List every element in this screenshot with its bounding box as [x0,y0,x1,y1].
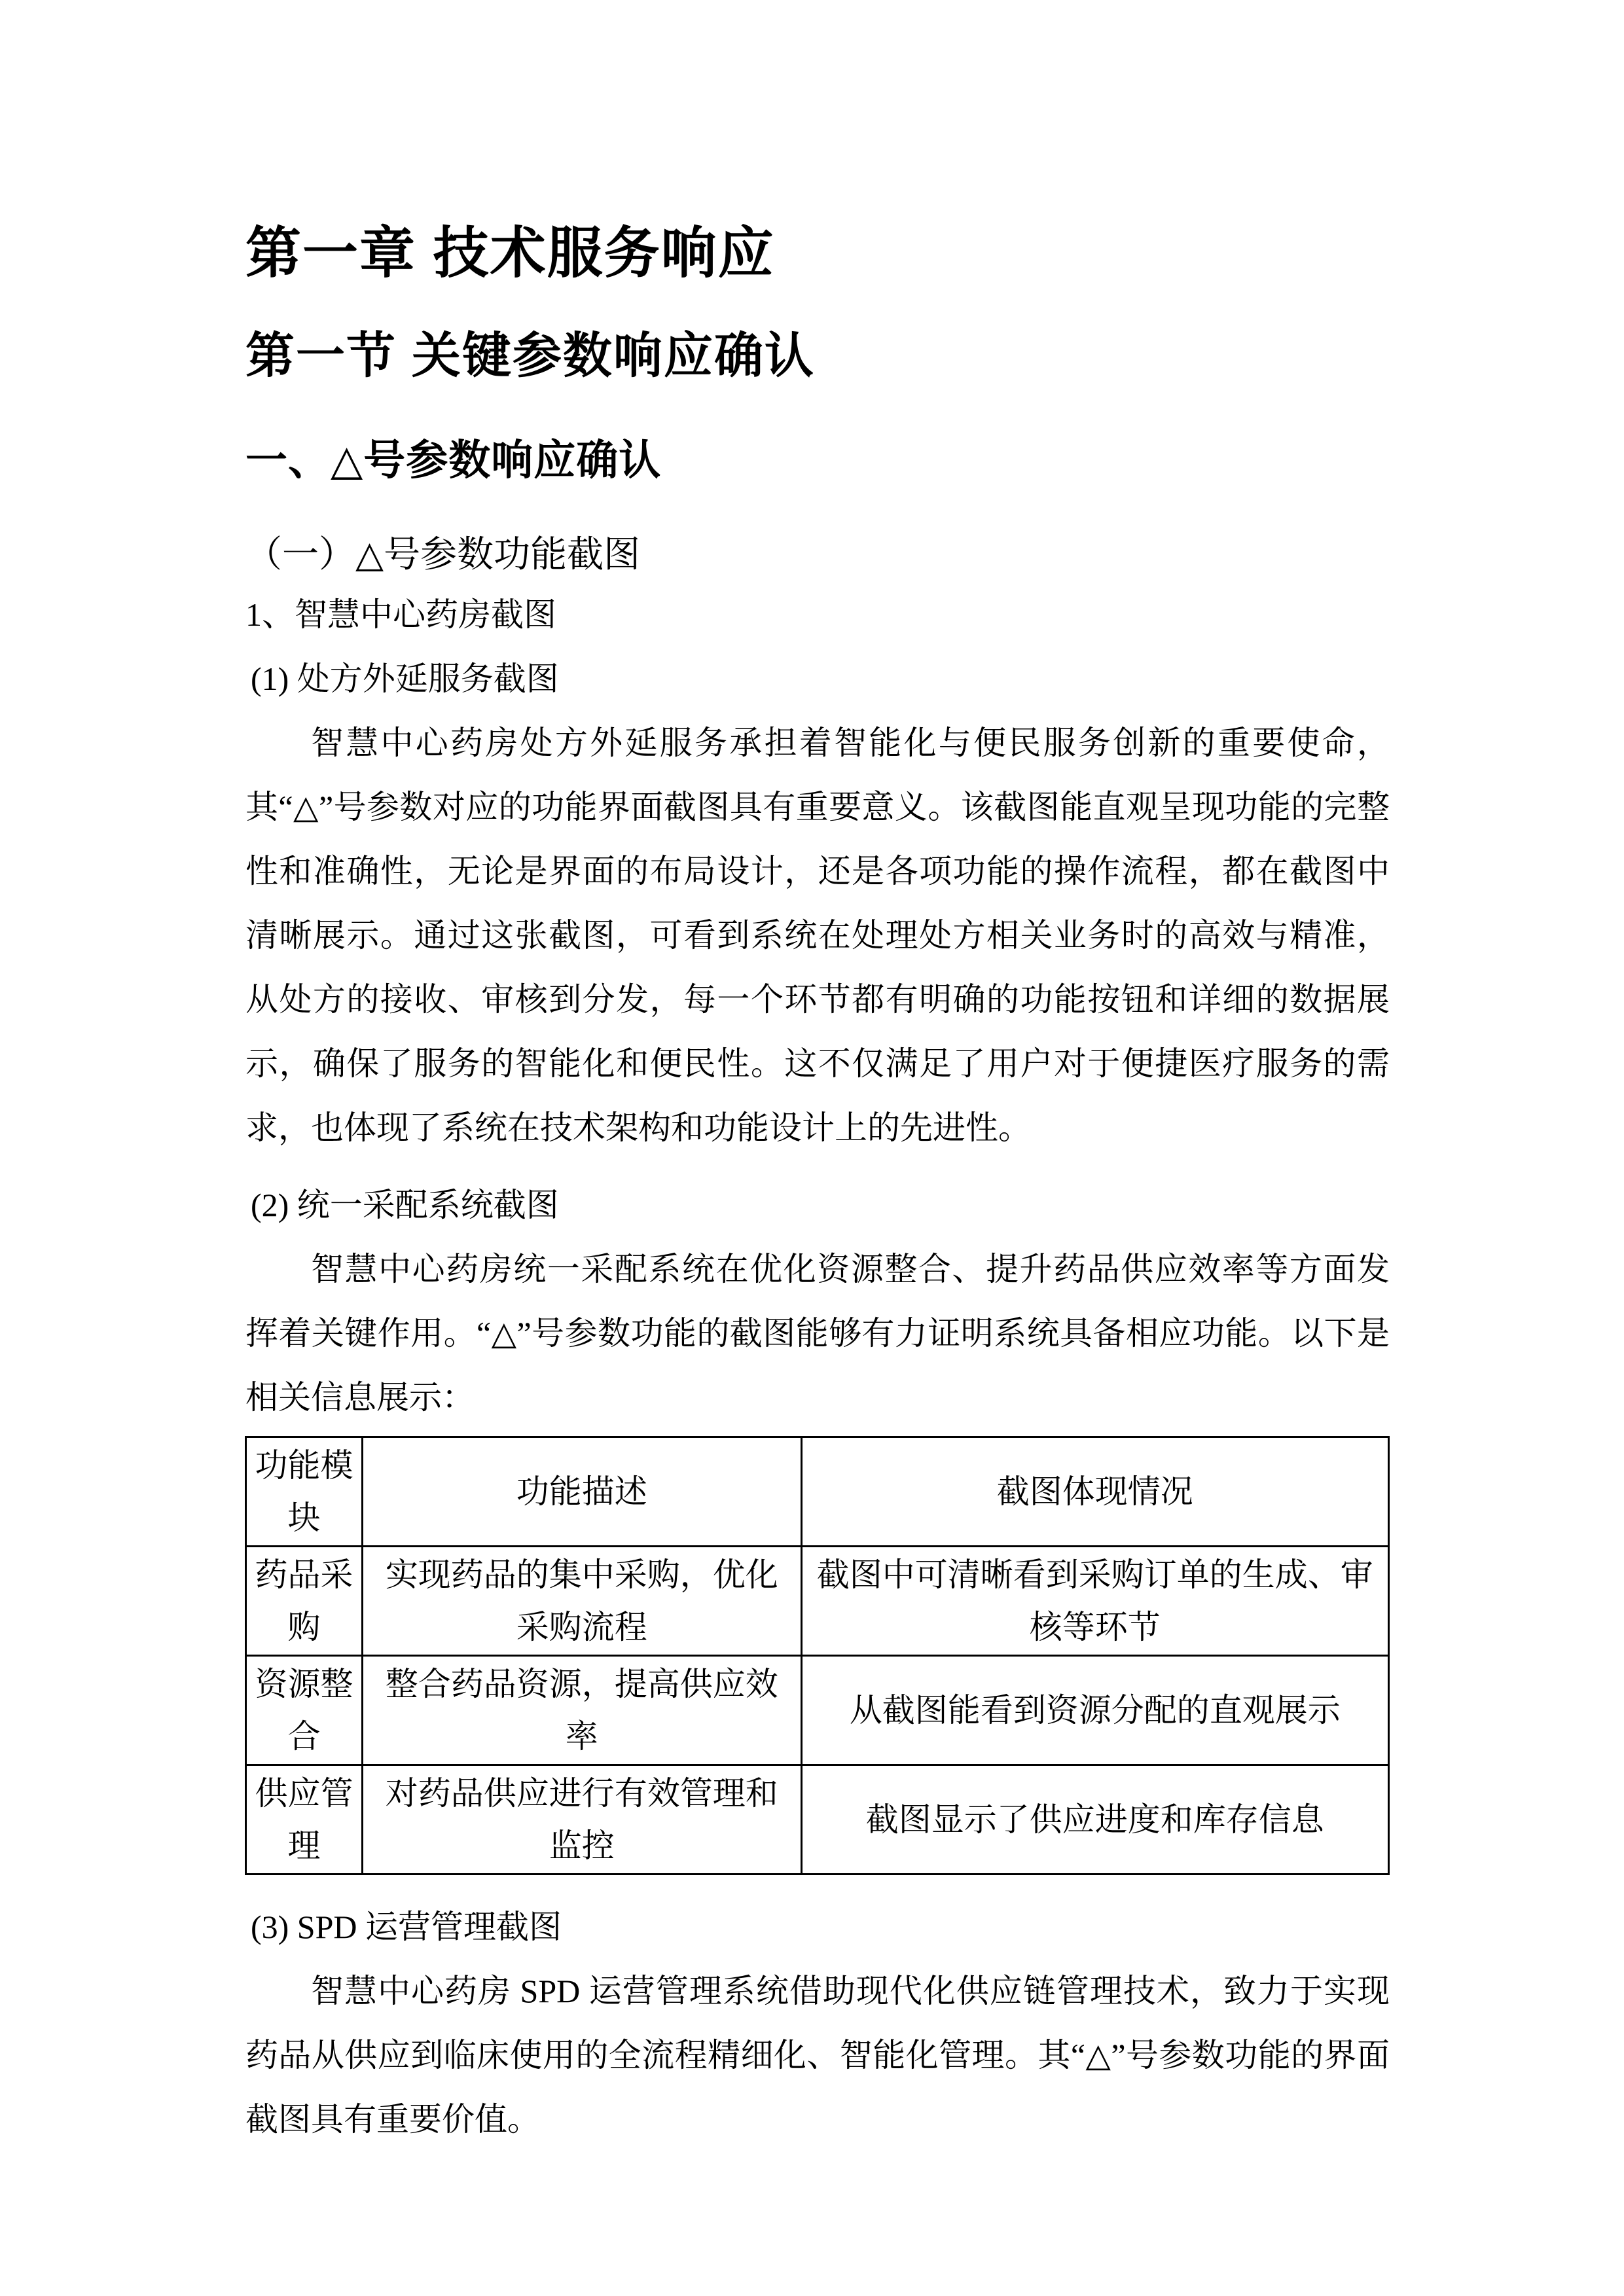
chapter-heading: 第一章 技术服务响应 [245,223,775,285]
cell-description: 整合药品资源，提高供应效率 [363,1656,801,1765]
table-row [246,1765,1389,1874]
header-module: 功能模块 [246,1437,363,1547]
paragraph-3: 智慧中心药房 SPD 运营管理系统借助现代化供应链管理技术，致力于实现药品从供应到临床使用的全流程精细化、智能化管理。其“△”号参数功能的界面截图具有重要价值。 [245,1973,1390,2138]
section-heading: 第一节 关键参数响应确认 [245,328,815,383]
header-screenshot: 截图体现情况 [801,1437,1388,1547]
sub-heading: （一）△号参数功能截图 [245,535,641,575]
cell-module: 药品采购 [246,1547,363,1656]
cell-module: 资源整合 [246,1656,363,1765]
table-header-row [246,1437,1389,1547]
paragraph-2: 智慧中心药房统一采配系统在优化资源整合、提升药品供应效率等方面发挥着关键作用。“△”号参数功能的截图能够有力证明系统具备相应功能。以下是相关信息展示： [245,1251,1390,1416]
numbered-heading: 一、△号参数响应确认 [245,437,662,484]
table-row [246,1547,1389,1656]
point3-heading: (3) SPD 运营管理截图 [251,1909,562,1945]
cell-screenshot: 从截图能看到资源分配的直观展示 [801,1656,1388,1765]
cell-screenshot: 截图中可清晰看到采购订单的生成、审核等环节 [801,1547,1388,1656]
parameters-table [245,1436,1390,1875]
item-heading: 1、智慧中心药房截图 [245,596,556,633]
header-description: 功能描述 [363,1437,801,1547]
table-row [246,1656,1389,1765]
cell-description: 实现药品的集中采购，优化采购流程 [363,1547,801,1656]
paragraph-1: 智慧中心药房处方外延服务承担着智能化与便民服务创新的重要使命，其“△”号参数对应的功能界面截图具有重要意义。该截图能直观呈现功能的完整性和准确性，无论是界面的布局设计，还是各项功能的操作流程，都在截图中清晰展示。通过这张截图，可看到系统在处理处方相关业务时的高效与精准，从处方的接收、审核到分发，每一个环节都有明确的功能按钮和详细的数据展示，确保了服务的智能化和便民性。这不仅满足了用户对于便捷医疗服务的需求，也体现了系统在技术架构和功能设计上的先进性。 [245,725,1390,1146]
point2-heading: (2) 统一采配系统截图 [251,1187,559,1223]
cell-screenshot: 截图显示了供应进度和库存信息 [801,1765,1388,1874]
cell-description: 对药品供应进行有效管理和监控 [363,1765,801,1874]
point1-heading: (1) 处方外延服务截图 [251,660,559,697]
cell-module: 供应管理 [246,1765,363,1874]
